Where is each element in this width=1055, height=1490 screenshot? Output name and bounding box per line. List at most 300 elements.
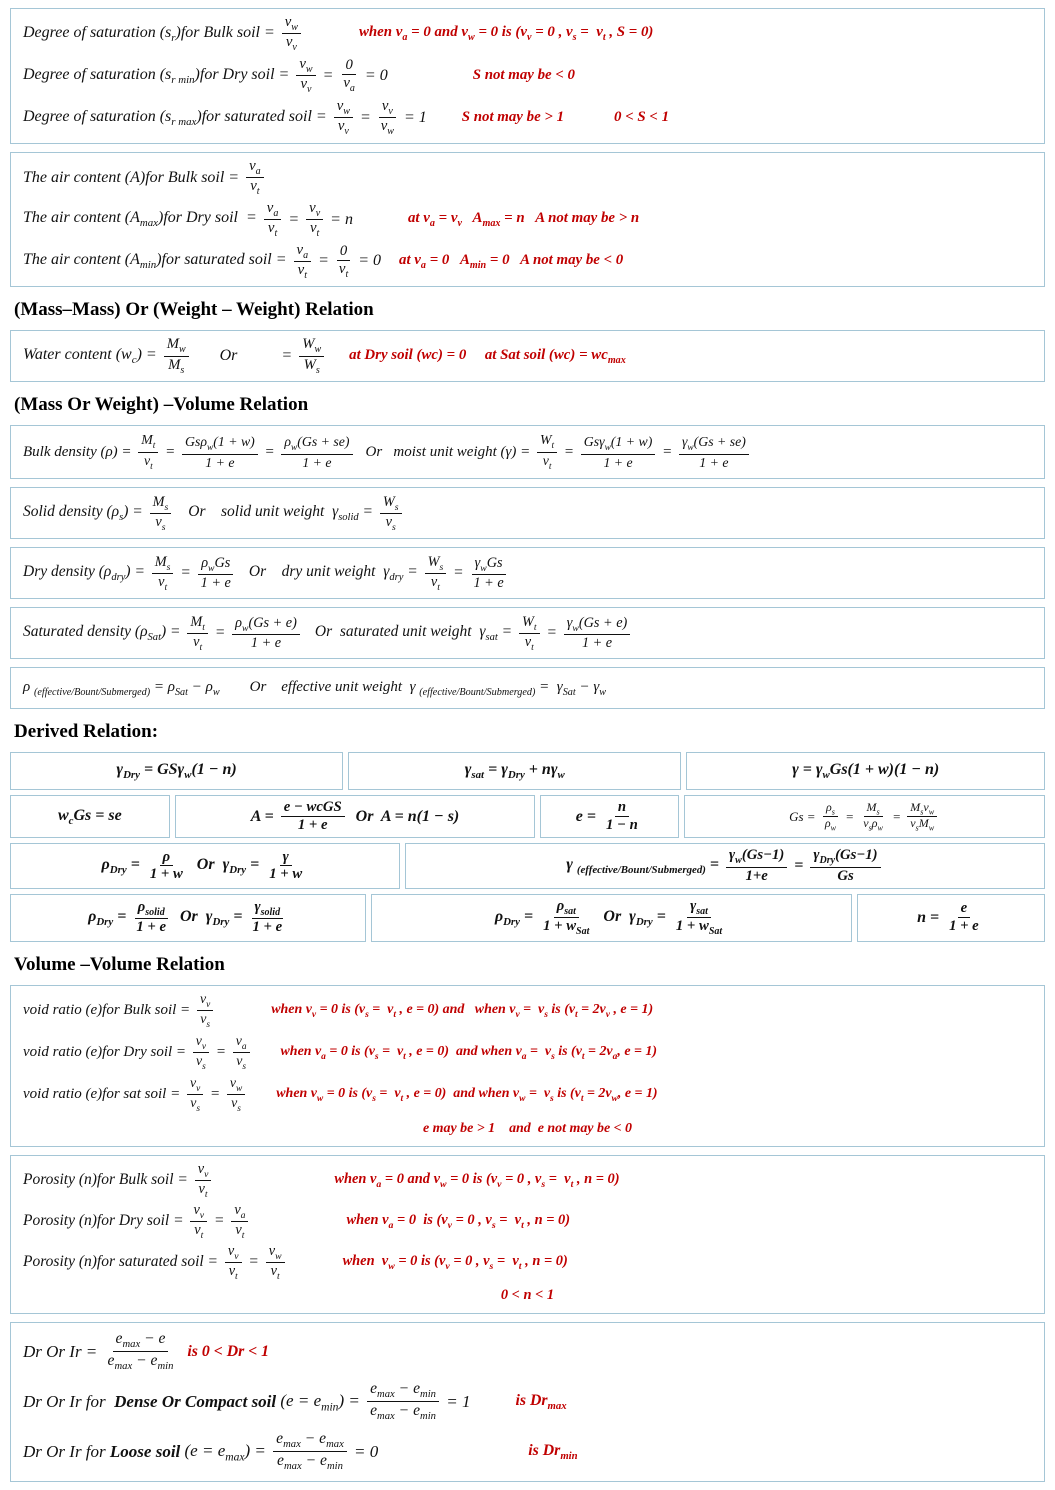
numerator: $\gamma_{solid}$ xyxy=(252,899,284,919)
numerator: $M_t$ xyxy=(187,614,208,634)
formula-text: n = xyxy=(917,908,944,926)
denominator: $v_s$ xyxy=(236,1053,246,1072)
formula-text: e = xyxy=(575,807,601,825)
formula-text: = xyxy=(244,1253,263,1271)
fraction xyxy=(138,432,158,472)
fraction xyxy=(195,1161,212,1200)
fraction xyxy=(946,900,982,935)
formula-text: void ratio (e)for sat soil = xyxy=(23,1086,184,1103)
numerator: $W_s$ xyxy=(380,494,402,514)
formula-line xyxy=(23,1427,1032,1477)
spacer xyxy=(237,356,277,357)
formula-line xyxy=(23,1377,1032,1427)
spacer xyxy=(192,356,220,357)
fraction xyxy=(822,801,839,833)
annotation-text: when $v_w = 0$ is ($v_v = 0$ , $v_s = v_t$ , n = 0) xyxy=(342,1252,568,1272)
grid-cell xyxy=(10,843,400,888)
formula-line xyxy=(23,990,1032,1032)
spacer xyxy=(327,356,349,357)
formula-text: Porosity (n)for Bulk soil = xyxy=(23,1171,192,1189)
numerator: $v_a$ xyxy=(294,242,312,262)
spacer xyxy=(288,1262,343,1263)
denominator: $v_t$ xyxy=(235,1221,245,1241)
formula-text: γ $_{(effective/Bount/Submerged)}$ = xyxy=(566,855,724,877)
fraction xyxy=(150,494,172,533)
formula-text: Or moist unit weight (γ) = xyxy=(365,443,535,460)
formula-line xyxy=(23,157,1032,199)
bulk-density-box xyxy=(10,425,1045,479)
annotation-text: at $v_a = v_v$ $A_{max} = n$ A not may be > n xyxy=(407,210,640,230)
formula-text: = xyxy=(449,564,468,582)
fraction xyxy=(340,57,358,94)
numerator: $v_a$ xyxy=(264,200,282,220)
spacer xyxy=(564,117,614,118)
grid-row xyxy=(10,894,1045,942)
spacer xyxy=(216,1010,271,1011)
annotation-text: 0 < S < 1 xyxy=(614,109,670,126)
formula-text: $\rho_{Dry}$ = xyxy=(494,907,538,928)
formula-text: ρ $_{(effective/Bount/Submerged)} = \rho_{Sat} - \rho_w$ xyxy=(23,678,220,698)
numerator: $\rho_w(Gs + e)$ xyxy=(232,615,300,635)
numerator: $e_{max} - e_{min}$ xyxy=(367,1380,439,1402)
numerator: $\rho_w(Gs + se)$ xyxy=(281,434,352,455)
numerator: $v_w$ xyxy=(227,1075,245,1096)
spacer xyxy=(470,1401,515,1402)
solid-density-box xyxy=(10,487,1045,539)
denominator: $v_t$ xyxy=(228,1262,238,1282)
spacer xyxy=(381,261,399,262)
formula-text: = xyxy=(176,564,195,582)
fraction xyxy=(282,14,301,54)
formula-text: Loose soil xyxy=(109,1441,181,1461)
numerator: $\rho_{sat}$ xyxy=(554,898,579,918)
formula-text: = xyxy=(658,443,676,460)
denominator: 1 + e xyxy=(949,918,979,935)
fraction xyxy=(380,494,402,533)
numerator: $v_w$ xyxy=(282,14,301,34)
formula-text: = xyxy=(284,210,304,228)
fraction xyxy=(673,898,725,938)
numerator: $e_{max} - e$ xyxy=(113,1330,169,1352)
fraction xyxy=(519,614,540,653)
annotation-text: is 0 < Dr < 1 xyxy=(187,1342,270,1360)
fraction xyxy=(266,1243,285,1282)
formula-text: The air content $(A_{min})for$ saturated soil = xyxy=(23,251,291,272)
formula-text: Dr Or Ir = xyxy=(23,1341,102,1361)
annotation-text: when $v_a = 0$ and $v_w = 0$ is ($v_v = 0$ , $v_s = v_t$ , n = 0) xyxy=(334,1170,620,1190)
fraction xyxy=(860,801,886,833)
denominator: $W_s$ xyxy=(303,356,320,376)
numerator: $\gamma_w(Gs + e)$ xyxy=(564,615,631,635)
annotation-text: at Dry soil (wc) = 0 at Sat soil $(wc) = wc_{max}$ xyxy=(349,346,626,366)
denominator: 1+e xyxy=(745,867,768,884)
porosity-box xyxy=(10,1155,1045,1314)
denominator: 1 + e xyxy=(581,635,613,652)
grid-cell xyxy=(684,795,1045,838)
formula-text: Dry density $(\rho_{dry})$ = xyxy=(23,563,149,584)
formula-line xyxy=(23,97,1032,139)
formula-text: Or $\gamma_{Dry}$ = xyxy=(172,907,247,928)
numerator: $\gamma_w(Gs-1)$ xyxy=(726,847,787,867)
grid-cell xyxy=(10,894,366,942)
formula-text: Or saturated unit weight $\gamma_{sat}$ = xyxy=(314,623,516,644)
numerator: $v_a$ xyxy=(246,158,264,178)
formula-text: Or A = n(1 − s) xyxy=(347,807,460,825)
annotation-text: e may be > 1 and e not may be < 0 xyxy=(422,1120,633,1136)
formula-line xyxy=(23,552,1032,594)
numerator: $v_v$ xyxy=(197,991,213,1012)
denominator: $e_{max} - e_{min}$ xyxy=(277,1452,343,1473)
fraction xyxy=(679,434,749,470)
denominator: Gs xyxy=(837,867,854,884)
section-heading: (Mass–Mass) Or (Weight – Weight) Relation xyxy=(14,299,374,321)
fraction xyxy=(810,847,880,884)
spacer xyxy=(378,1451,528,1452)
numerator: $\gamma_wGs$ xyxy=(472,555,506,575)
spacer xyxy=(220,688,250,689)
formula-line xyxy=(23,1283,1032,1309)
grid-cell xyxy=(371,894,852,942)
grid-cell xyxy=(10,795,170,838)
formula-text: Porosity (n)for Dry soil = xyxy=(23,1212,188,1230)
air-content-box xyxy=(10,152,1045,288)
fraction xyxy=(249,899,285,936)
fraction xyxy=(581,434,656,470)
formula-line xyxy=(23,199,1032,241)
denominator: $v_t$ xyxy=(267,220,278,240)
denominator: $v_t$ xyxy=(338,260,349,280)
formula-text: Or xyxy=(219,347,238,365)
fraction xyxy=(334,98,353,138)
fraction xyxy=(227,1075,245,1115)
fraction xyxy=(306,200,323,240)
relative-density-box xyxy=(10,1322,1045,1482)
numerator: $\gamma_w(Gs + se)$ xyxy=(679,434,749,455)
denominator: 1 + e xyxy=(297,817,328,834)
denominator: $v_t$ xyxy=(542,452,552,472)
formula-text: = xyxy=(560,443,578,460)
derived-relation-grid xyxy=(10,752,1045,941)
numerator: $W_s$ xyxy=(425,554,447,574)
fraction xyxy=(133,899,169,936)
fraction xyxy=(264,200,282,240)
spacer xyxy=(356,452,366,453)
denominator: 1 − n xyxy=(606,817,638,834)
annotation-text: is $Dr_{min}$ xyxy=(528,1441,578,1462)
formula-text: = xyxy=(542,624,561,642)
numerator: $\rho_wGs$ xyxy=(198,555,233,575)
annotation-text: is $Dr_{max}$ xyxy=(515,1391,567,1412)
fraction xyxy=(564,615,631,651)
denominator: $v_s$ xyxy=(200,1011,210,1030)
denominator: $v_v$ xyxy=(337,118,349,138)
denominator: $v_w$ xyxy=(380,118,394,138)
grid-cell xyxy=(857,894,1045,942)
section-heading: (Mass Or Weight) –Volume Relation xyxy=(14,394,309,416)
fraction xyxy=(294,242,312,282)
numerator: ρ xyxy=(160,849,174,867)
denominator: $v_t$ xyxy=(143,452,153,472)
denominator: 1 + w xyxy=(269,866,303,883)
saturated-density-box xyxy=(10,607,1045,659)
numerator: $W_w$ xyxy=(299,336,324,356)
formula-text: = 1 xyxy=(399,108,427,126)
grid-cell xyxy=(10,752,343,790)
denominator: 1 + e xyxy=(252,919,283,936)
denominator: $1 + w_{Sat}$ xyxy=(675,918,723,938)
fraction xyxy=(246,158,264,198)
grid-cell xyxy=(540,795,679,838)
denominator: $v_s$ xyxy=(196,1053,206,1072)
denominator: 1 + e xyxy=(473,575,504,592)
formula-text: Dr Or Ir for xyxy=(23,1391,115,1411)
numerator: Gsγ$_w$(1 + w) xyxy=(581,434,656,455)
formula-text: Or $\gamma_{Dry}$ = xyxy=(188,855,264,877)
fraction xyxy=(603,799,641,834)
denominator: $v_t$ xyxy=(194,1221,204,1241)
denominator: $v_s$ xyxy=(385,513,396,533)
numerator: $W_t$ xyxy=(519,614,540,634)
fraction xyxy=(197,991,213,1031)
spacer xyxy=(303,633,315,634)
spacer xyxy=(179,1351,187,1352)
denominator: 1 + e xyxy=(699,454,729,470)
denominator: 1 + e xyxy=(302,454,332,470)
formula-text: = n xyxy=(326,210,353,228)
formula-text: void ratio (e)for Dry soil = xyxy=(23,1044,190,1061)
numerator: $\gamma_{Dry}(Gs-1)$ xyxy=(810,847,880,867)
fraction xyxy=(470,555,506,591)
numerator: $v_v$ xyxy=(195,1161,212,1181)
formula-line xyxy=(23,335,1032,377)
numerator: $M_t$ xyxy=(138,432,158,453)
formula-line xyxy=(23,430,1032,474)
fraction xyxy=(193,1033,209,1073)
formula-text: = xyxy=(277,347,297,365)
formula-text: $\gamma_{Dry} = GS\gamma_w(1 - n)$ xyxy=(116,761,237,782)
numerator: $v_a$ xyxy=(233,1033,250,1054)
spacer xyxy=(353,219,408,220)
formula-text: $w_cGs$ = se xyxy=(57,806,122,827)
fraction xyxy=(190,1202,207,1241)
denominator: $v_t$ xyxy=(430,573,440,593)
formula-text: A = xyxy=(250,807,278,825)
fraction xyxy=(147,849,186,884)
denominator: $v_a$ xyxy=(343,75,355,95)
section-heading: Volume –Volume Relation xyxy=(14,953,225,975)
denominator: $\rho_w$ xyxy=(824,816,837,833)
formula-text: $(e = e_{min})$ = xyxy=(276,1390,365,1414)
formula-text: Or $\gamma_{Dry}$ = xyxy=(595,907,670,928)
numerator: $e_{max} - e_{max}$ xyxy=(273,1430,347,1452)
fraction xyxy=(198,555,234,591)
formula-text: = xyxy=(842,808,858,824)
grid-row xyxy=(10,795,1045,838)
spacer xyxy=(248,1094,276,1095)
fraction xyxy=(182,434,258,470)
denominator: $v_t$ xyxy=(297,261,307,281)
fraction xyxy=(231,1202,248,1241)
numerator: $M_s$ xyxy=(152,554,174,574)
numerator: $M_w$ xyxy=(164,336,189,356)
denominator: $e_{max} - e_{min}$ xyxy=(370,1402,436,1423)
formula-text: = 0 xyxy=(349,1441,379,1461)
spacer xyxy=(304,33,359,34)
formula-text: Degree of saturation $(s_{r max})for$ saturated soil = xyxy=(23,107,331,128)
fraction xyxy=(537,432,557,472)
numerator: $\rho_{solid}$ xyxy=(135,899,168,919)
annotation-text: at $v_a = 0$ $A_{min} = 0$ A not may be < 0 xyxy=(399,252,624,271)
denominator: 1 + e xyxy=(205,454,235,470)
formula-text: = xyxy=(210,624,230,642)
denominator: 1 + e xyxy=(603,454,633,470)
denominator: $v_t$ xyxy=(309,220,320,240)
fraction xyxy=(187,614,208,653)
formula-text: = xyxy=(314,252,333,270)
fraction xyxy=(225,1243,242,1282)
annotation-text: when $v_a = 0$ is ($v_s = v_t$ , e = 0) and when $v_a = v_s$ is ($v_t = 2v_a$, e = 1) xyxy=(280,1043,658,1062)
denominator: $v_v$ xyxy=(285,34,297,54)
fraction xyxy=(152,554,174,593)
denominator: 1 + e xyxy=(200,575,231,592)
formula-text: = xyxy=(790,856,808,874)
formula-text: Gs = xyxy=(789,808,819,824)
numerator: $\rho_s$ xyxy=(823,801,838,818)
annotation-text: when $v_v = 0$ is ($v_s = v_t$ , e = 0) and when $v_v = v_s$ is ($v_t = 2v_v$ , e = 1) xyxy=(271,1001,654,1020)
formula-text: = 1 xyxy=(441,1391,471,1411)
formula-line xyxy=(23,241,1032,283)
denominator: $v_t$ xyxy=(270,1262,280,1282)
numerator: $\gamma_{sat}$ xyxy=(687,898,711,918)
fraction xyxy=(540,898,592,938)
grid-cell xyxy=(686,752,1045,790)
formula-text: = xyxy=(206,1086,224,1103)
spacer xyxy=(174,513,188,514)
numerator: $W_t$ xyxy=(537,432,557,453)
formula-line xyxy=(23,672,1032,704)
formula-text: Degree of saturation $(s_{r min})for$ Dry soil = xyxy=(23,65,294,86)
formula-text: Saturated density $(\rho_{Sat})$ = xyxy=(23,623,185,644)
fraction xyxy=(367,1380,439,1424)
grid-cell xyxy=(348,752,681,790)
formula-line xyxy=(23,492,1032,534)
denominator: 1 + e xyxy=(136,919,166,936)
section-heading: Derived Relation: xyxy=(14,721,159,743)
fraction xyxy=(726,847,787,884)
formula-line xyxy=(23,1160,1032,1201)
fraction xyxy=(281,434,352,470)
formula-text: = xyxy=(212,1044,230,1061)
formula-text: Water content $(w_c)$ = xyxy=(23,346,161,367)
spacer xyxy=(253,1052,281,1053)
fraction xyxy=(378,98,397,138)
formula-text: void ratio (e)for Bulk soil = xyxy=(23,1002,194,1019)
fraction xyxy=(281,799,345,834)
spacer xyxy=(251,1221,346,1222)
denominator: $v_s$ xyxy=(190,1095,200,1115)
spacer xyxy=(427,117,462,118)
numerator: $v_w$ xyxy=(266,1243,285,1263)
grid-row xyxy=(10,752,1045,790)
numerator: e − wcGS xyxy=(281,799,345,817)
fraction xyxy=(425,554,447,593)
formula-text: The air content $(A_{max})for$ Dry soil = xyxy=(23,209,261,230)
numerator: $v_v$ xyxy=(379,98,396,118)
formula-text: = 0 xyxy=(360,66,388,84)
numerator: Gsρ$_w$(1 + w) xyxy=(182,434,258,455)
formula-text: $\gamma = \gamma_wGs(1 + w)(1 - n)$ xyxy=(792,761,940,782)
formula-line xyxy=(23,1327,1032,1377)
numerator: e xyxy=(958,900,971,918)
annotation-text: S not may be > 1 xyxy=(461,109,565,126)
numerator: $v_v$ xyxy=(225,1243,242,1263)
formula-text: = xyxy=(161,443,180,460)
numerator: $v_v$ xyxy=(190,1202,207,1222)
annotation-text: S not may be < 0 xyxy=(472,67,575,84)
formula-text: Dense Or Compact soil xyxy=(114,1391,277,1411)
grid-row xyxy=(10,843,1045,888)
formula-line xyxy=(23,1201,1032,1242)
formula-text: = 0 xyxy=(354,252,382,270)
numerator: $v_w$ xyxy=(296,56,315,76)
formula-text: The air content (A)for Bulk soil = xyxy=(23,168,244,186)
denominator: $1 + w_{Sat}$ xyxy=(543,918,590,938)
numerator: $v_w$ xyxy=(334,98,353,118)
degree-of-saturation-box xyxy=(10,8,1045,144)
formula-text: = xyxy=(355,108,375,126)
formula-line xyxy=(23,13,1032,55)
denominator: $M_s$ xyxy=(168,356,185,376)
fraction xyxy=(233,1033,250,1073)
annotation-text: when $v_a = 0$ and $v_w = 0$ is ($v_v = 0$ , $v_s = v_t$ , S = 0) xyxy=(358,24,654,44)
denominator: 1 + w xyxy=(149,866,183,883)
numerator: $v_a$ xyxy=(231,1202,248,1222)
fraction xyxy=(187,1075,203,1115)
effective-density-box xyxy=(10,667,1045,709)
denominator: $v_t$ xyxy=(193,633,203,653)
formula-text: = xyxy=(888,808,905,824)
denominator: $v_s\rho_w$ xyxy=(863,816,883,833)
formula-line xyxy=(23,1032,1032,1074)
grid-cell xyxy=(405,843,1045,888)
formula-text: $\gamma_{sat} = \gamma_{Dry} + n\gamma_w$ xyxy=(464,761,565,782)
formula-text: Bulk density (ρ) = xyxy=(23,443,136,460)
fraction xyxy=(273,1430,347,1474)
numerator: $M_sv_w$ xyxy=(907,801,937,818)
fraction xyxy=(105,1330,177,1374)
annotation-text: 0 < n < 1 xyxy=(500,1287,555,1304)
fraction xyxy=(336,243,351,280)
denominator: $v_t$ xyxy=(524,633,534,653)
water-content-box xyxy=(10,330,1045,382)
formula-text: Degree of saturation $(s_r)for$ Bulk soil = xyxy=(23,23,279,45)
numerator: $v_v$ xyxy=(193,1033,209,1054)
numerator: $M_s$ xyxy=(150,494,172,514)
denominator: 1 + e xyxy=(250,635,282,652)
denominator: $v_t$ xyxy=(158,573,168,593)
numerator: γ xyxy=(280,849,292,867)
formula-text: Or effective unit weight γ $_{(effective/Bount/Submerged)} = \gamma_{Sat} - \gamma_w$ xyxy=(249,678,607,698)
formula-text: Dr Or Ir for xyxy=(23,1441,110,1461)
numerator: n xyxy=(615,799,629,817)
formula-text: $(e = e_{max})$ = xyxy=(180,1440,271,1464)
spacer xyxy=(237,573,249,574)
denominator: $e_{max} - e_{min}$ xyxy=(107,1352,174,1373)
formula-text: Or solid unit weight $\gamma_{solid}$ = xyxy=(188,503,377,524)
formula-line xyxy=(23,1242,1032,1283)
formula-text: = xyxy=(318,66,338,84)
denominator: $v_s$ xyxy=(231,1095,241,1115)
